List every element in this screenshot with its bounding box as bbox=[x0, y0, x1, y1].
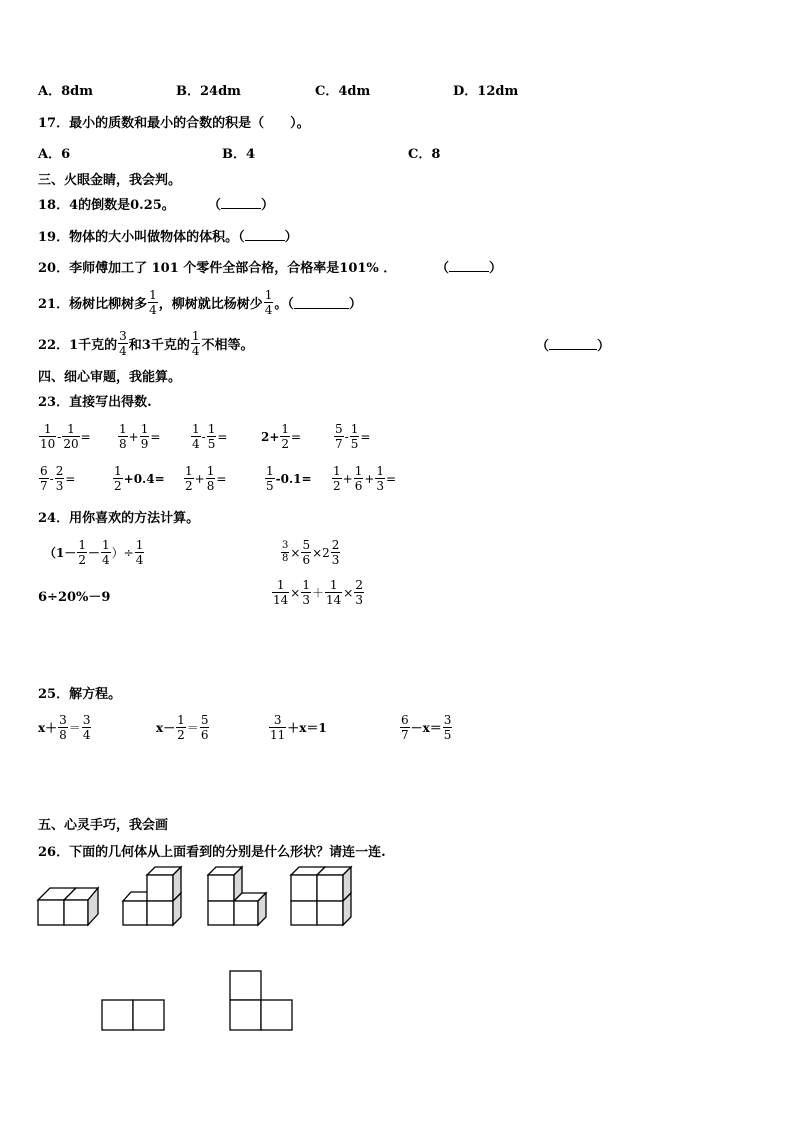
q24-expr-d: $\frac{1}{14}$ × $\frac{1}{3}$ ＋ $\frac{1}{14}$ × $\frac{2}{3}$ bbox=[273, 578, 363, 607]
fraction: $\frac{1}{4}$ bbox=[149, 288, 157, 317]
q24-expr-b: $\frac{3}{8}$ × $\frac{5}{6}$ ×2 $\frac{2}{3}$ bbox=[282, 538, 340, 567]
section-5-heading: 五、心灵手巧，我会画 bbox=[38, 818, 169, 833]
q21-text: 21．杨树比柳树多 $\frac{1}{4}$ ，柳树就比杨树少 $\frac{1}{4}$ 。（ ） bbox=[38, 288, 362, 317]
q23-expr-3: $\frac{1}{4}$ - $\frac{1}{5}$ = bbox=[192, 422, 228, 451]
q19-text: 19．物体的大小叫做物体的体积。（ ） bbox=[38, 230, 298, 245]
q25-equation-2: x－ $\frac{1}{2}$ ＝ $\frac{5}{6}$ bbox=[156, 713, 209, 742]
option-a: A．8dm bbox=[38, 84, 93, 99]
q23-expr-4: 2+ $\frac{1}{2}$ = bbox=[261, 422, 302, 451]
top-view-shape-1 bbox=[100, 998, 166, 1034]
q24-expr-c: 6÷20%－9 bbox=[38, 590, 111, 605]
q22-text: 22．1千克的 $\frac{3}{4}$ 和3千克的 $\frac{1}{4}$ 不相等。 bbox=[38, 329, 254, 358]
solid-3-diagram bbox=[206, 864, 270, 928]
q23-title: 23．直接写出得数. bbox=[38, 395, 152, 410]
q23-expr-5: $\frac{5}{7}$ - $\frac{1}{5}$ = bbox=[335, 422, 371, 451]
q25-equation-4: $\frac{6}{7}$ －x＝ $\frac{3}{5}$ bbox=[401, 713, 452, 742]
option-d: D．12dm bbox=[453, 84, 519, 99]
q25-equation-1: x＋ $\frac{3}{8}$ ＝ $\frac{3}{4}$ bbox=[38, 713, 91, 742]
fraction: $\frac{1}{4}$ bbox=[264, 288, 273, 317]
q20-answer-blank: （ ） bbox=[436, 261, 503, 276]
q18-text: 18．4的倒数是0.25。 bbox=[38, 198, 175, 213]
fraction: $\frac{3}{4}$ bbox=[119, 329, 127, 358]
q20-text: 20．李师傅加工了 101 个零件全部合格，合格率是101% ． bbox=[38, 261, 397, 276]
q17-option-c: C．8 bbox=[408, 147, 441, 162]
solid-4-diagram bbox=[289, 864, 355, 928]
section-3-heading: 三、火眼金睛，我会判。 bbox=[38, 173, 182, 188]
q23-expr-10: $\frac{1}{2}$ + $\frac{1}{6}$ + $\frac{1}{3}$ = bbox=[333, 464, 397, 493]
q18-answer-blank: （ ） bbox=[208, 198, 275, 213]
q24-expr-a: （1－ $\frac{1}{2}$ － $\frac{1}{4}$ ）÷ $\frac{1}{4}$ bbox=[44, 538, 144, 567]
solid-2-diagram bbox=[121, 864, 185, 928]
q25-title: 25．解方程。 bbox=[38, 687, 122, 702]
q17-option-a: A．6 bbox=[38, 147, 71, 162]
q23-expr-2: $\frac{1}{8}$ + $\frac{1}{9}$ = bbox=[119, 422, 161, 451]
q26-title: 26．下面的几何体从上面看到的分别是什么形状？请连一连. bbox=[38, 845, 386, 860]
option-c: C．4dm bbox=[315, 84, 371, 99]
solid-1-diagram bbox=[36, 882, 102, 928]
q17-option-b: B．4 bbox=[222, 147, 256, 162]
q23-expr-7: $\frac{1}{2}$ +0.4= bbox=[114, 464, 165, 493]
fraction: $\frac{1}{4}$ bbox=[191, 329, 200, 358]
q22-answer-blank: （ ） bbox=[536, 339, 611, 354]
q23-expr-1: $\frac{1}{10}$ - $\frac{1}{20}$ = bbox=[40, 422, 91, 451]
section-4-heading: 四、细心审题，我能算。 bbox=[38, 370, 182, 385]
q25-equation-3: $\frac{3}{11}$ ＋x＝1 bbox=[270, 713, 327, 742]
top-view-shape-2 bbox=[228, 969, 294, 1033]
q23-expr-6: $\frac{6}{7}$ - $\frac{2}{3}$ = bbox=[40, 464, 76, 493]
q23-expr-8: $\frac{1}{2}$ + $\frac{1}{8}$ = bbox=[185, 464, 227, 493]
option-b: B．24dm bbox=[176, 84, 241, 99]
q17-stem: 17．最小的质数和最小的合数的积是（ ）。 bbox=[38, 116, 310, 131]
q24-title: 24．用你喜欢的方法计算。 bbox=[38, 511, 200, 526]
q23-expr-9: $\frac{1}{5}$ -0.1= bbox=[266, 464, 312, 493]
